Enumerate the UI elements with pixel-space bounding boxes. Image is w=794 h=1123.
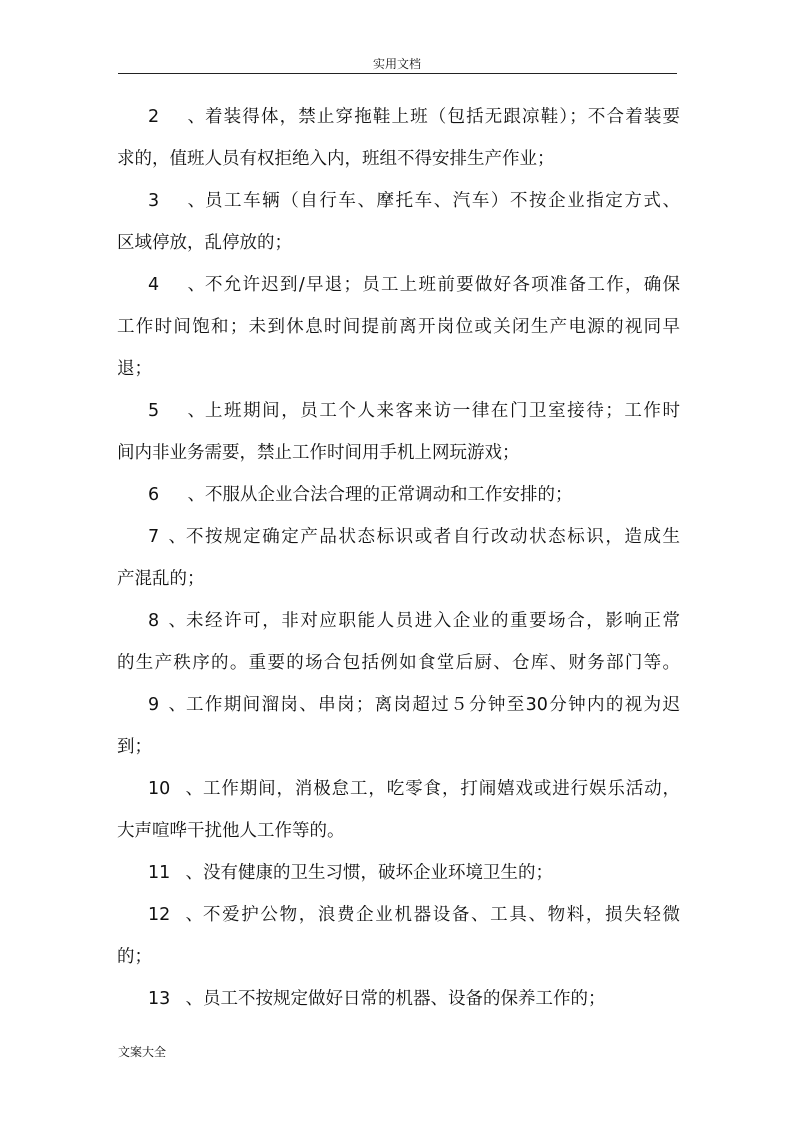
item-text-continued: 间内非业务需要，禁止工作时间用手机上网玩游戏； <box>117 443 520 463</box>
list-item <box>117 516 680 558</box>
item-number: 3、 <box>148 191 205 211</box>
item-text: 没有健康的卫生习惯，破坏企业环境卫生的； <box>203 863 553 883</box>
item-text-continued: 工作时间饱和；未到休息时间提前离开岗位或关闭生产电源的视同早 <box>117 317 680 337</box>
item-text: 不服从企业合法合理的正常调动和工作安排的； <box>205 485 573 505</box>
item-text: 员工车辆（自行车、摩托车、汽车）不按企业指定方式、 <box>205 191 680 211</box>
item-number: 13、 <box>148 989 203 1009</box>
item-number: 6、 <box>148 485 205 505</box>
item-text-continued: 退； <box>117 359 152 379</box>
list-item <box>117 852 680 894</box>
list-item <box>117 768 680 810</box>
list-item <box>117 180 680 222</box>
list-item <box>117 600 680 642</box>
list-item <box>117 96 680 138</box>
item-text-continued: 大声喧哗干扰他人工作等的。 <box>117 821 345 841</box>
item-text-continued: 产混乱的； <box>117 569 205 589</box>
rules-list <box>117 96 680 1020</box>
item-text: 不允许迟到/早退；员工上班前要做好各项准备工作，确保 <box>205 275 680 295</box>
item-number: 9、 <box>148 695 186 715</box>
item-text: 着装得体，禁止穿拖鞋上班（包括无跟凉鞋）；不合着装要 <box>205 107 680 127</box>
item-text: 不爱护公物，浪费企业机器设备、工具、物料，损失轻微 <box>203 905 680 925</box>
item-number: 4、 <box>148 275 205 295</box>
item-text: 员工不按规定做好日常的机器、设备的保养工作的； <box>203 989 606 1009</box>
item-number: 12、 <box>148 905 203 925</box>
header-divider <box>118 73 677 74</box>
list-item <box>117 978 680 1020</box>
item-number: 10、 <box>148 779 203 799</box>
list-item <box>117 684 680 726</box>
item-text-continued: 的生产秩序的。重要的场合包括例如食堂后厨、仓库、财务部门等。 <box>117 653 680 673</box>
page-header-title: 实用文档 <box>372 57 421 71</box>
list-item <box>117 894 680 936</box>
item-number: 5、 <box>148 401 205 421</box>
item-text: 上班期间，员工个人来客来访一律在门卫室接待；工作时 <box>205 401 680 421</box>
item-text: 工作期间溜岗、串岗；离岗超过５分钟至30分钟内的视为迟 <box>186 695 680 715</box>
item-text: 不按规定确定产品状态标识或者自行改动状态标识，造成生 <box>186 527 680 547</box>
item-number: 2、 <box>148 107 205 127</box>
item-number: 7、 <box>148 527 186 547</box>
item-text-continued: 到； <box>117 737 152 757</box>
item-text: 未经许可，非对应职能人员进入企业的重要场合，影响正常 <box>186 611 680 631</box>
list-item <box>117 264 680 306</box>
item-number: 11、 <box>148 863 203 883</box>
item-text: 工作期间，消极怠工，吃零食，打闹嬉戏或进行娱乐活动， <box>203 779 680 799</box>
item-text-continued: 的； <box>117 947 152 967</box>
item-text-continued: 区域停放，乱停放的； <box>117 233 292 253</box>
list-item <box>117 474 680 516</box>
page-footer-text: 文案大全 <box>118 1045 167 1059</box>
list-item <box>117 390 680 432</box>
item-number: 8、 <box>148 611 186 631</box>
item-text-continued: 求的，值班人员有权拒绝入内，班组不得安排生产作业； <box>117 149 555 169</box>
